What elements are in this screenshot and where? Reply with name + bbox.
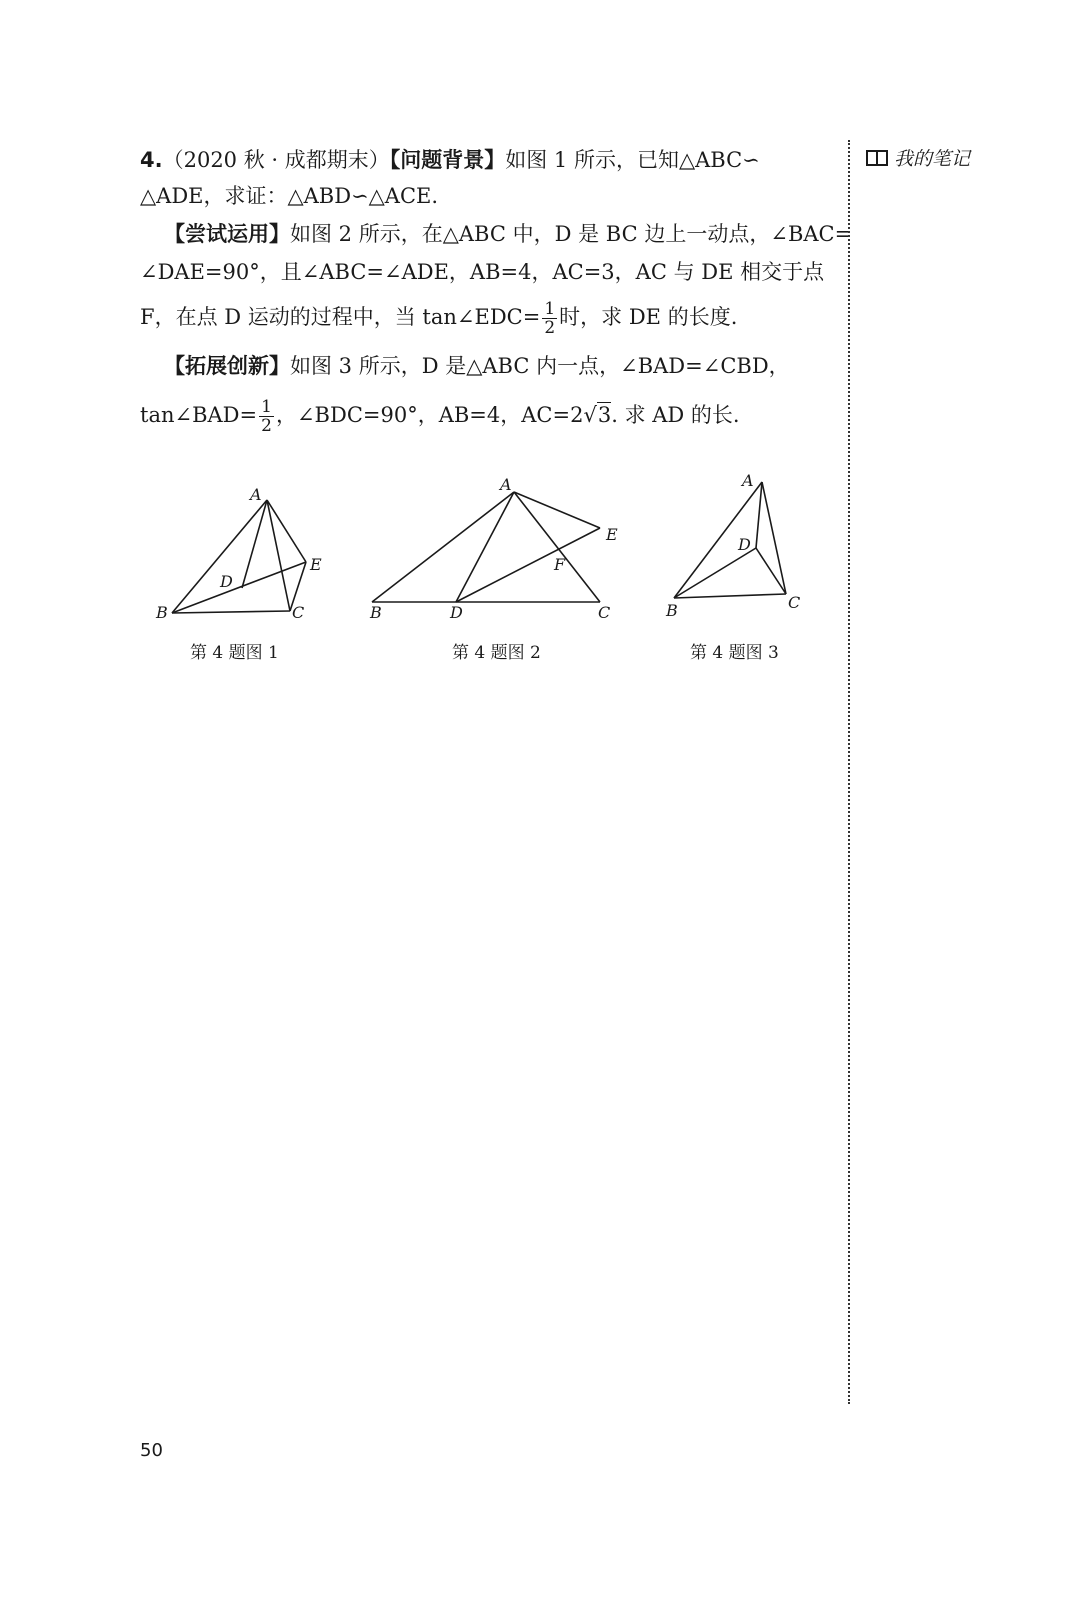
fig3-segment-ad: [756, 482, 762, 548]
fig3-label-c: C: [788, 593, 801, 612]
fig1-segment-ad: [242, 500, 267, 588]
problem-source: （2020 秋 · 成都期末）: [162, 148, 390, 172]
ext-line-2b: ，∠BDC=90°，AB=4，AC=2: [275, 403, 584, 427]
fig1-label-b: B: [156, 603, 168, 622]
problem-number: 4.: [140, 148, 163, 172]
figure-2-caption: 第 4 题图 2: [452, 643, 541, 663]
fig2-label-d: D: [450, 603, 463, 620]
fig3-label-d: D: [738, 535, 751, 554]
fig2-segment-ad: [456, 492, 514, 602]
ext-fraction: [259, 398, 274, 435]
problem-line-1: [140, 148, 840, 172]
problem-line-4: [140, 260, 840, 284]
problem-line-7: tan∠BAD= $\frac{1}{2}$ ，∠BDC=90°，AB=4，AC=2√3. 求 AD 的长.: [140, 397, 740, 436]
fig1-label-c: C: [292, 603, 305, 622]
fig1-segment-ab: [172, 500, 267, 613]
ext-sqrt-radicand: 3: [597, 403, 612, 427]
try-fraction-denominator: 2: [544, 318, 556, 338]
fig3-segment-bc: [674, 594, 786, 598]
notes-label: 我的笔记: [894, 148, 971, 170]
problem-line-6: [164, 354, 864, 378]
figure-3-caption: 第 4 题图 3: [690, 643, 779, 663]
figure-2: [360, 470, 640, 620]
background-text: 如图 1 所示，已知△ABC∽: [505, 148, 760, 172]
fig1-segment-ac: [267, 500, 290, 611]
problem-line-2: [140, 184, 840, 208]
fig1-label-d: D: [220, 572, 233, 591]
try-fraction: [542, 300, 557, 337]
ext-line-1: 如图 3 所示，D 是△ABC 内一点，∠BAD=∠CBD，: [290, 354, 790, 378]
ext-line-2a: tan∠BAD=: [140, 403, 258, 427]
ext-fraction-numerator: 1: [261, 397, 272, 417]
try-line-3a: F，在点 D 运动的过程中，当 tan∠EDC=: [140, 305, 541, 329]
section-try-title: 【尝试运用】: [164, 222, 290, 246]
fig2-segment-de: [456, 528, 600, 602]
notes-header: [866, 144, 970, 171]
fig2-label-c: C: [598, 603, 611, 620]
fig2-segment-ae: [514, 492, 600, 528]
background-text-2: △ADE，求证：△ABD∽△ACE.: [140, 184, 439, 208]
figure-3: [660, 466, 820, 616]
figure-1: [150, 480, 350, 630]
fig3-segment-ac: [762, 482, 786, 594]
ext-fraction-denominator: 2: [261, 416, 272, 436]
fig2-segment-ab: [372, 492, 514, 602]
notes-divider: [848, 140, 850, 1404]
fig3-label-b: B: [666, 601, 678, 616]
fig2-segment-ac: [514, 492, 600, 602]
section-background-title: 【问题背景】: [389, 148, 506, 172]
fig1-label-a: A: [250, 485, 262, 504]
fig3-segment-bd: [674, 548, 756, 598]
fig3-label-a: A: [742, 471, 754, 490]
page-number: 50: [140, 1440, 163, 1461]
ext-line-2c: . 求 AD 的长.: [611, 403, 740, 427]
section-ext-title: 【拓展创新】: [164, 354, 290, 378]
problem-line-3: [164, 222, 864, 246]
fig2-label-f: F: [554, 555, 566, 574]
try-line-2: ∠DAE=90°，且∠ABC=∠ADE，AB=4，AC=3，AC 与 DE 相交于点: [140, 260, 825, 284]
problem-line-5: [140, 300, 840, 337]
fig2-label-b: B: [370, 603, 382, 620]
try-line-1: 如图 2 所示，在△ABC 中，D 是 BC 边上一动点，∠BAC=: [290, 222, 853, 246]
try-line-3b: 时，求 DE 的长度.: [559, 305, 738, 329]
fig1-label-e: E: [310, 555, 322, 574]
fig2-label-a: A: [500, 475, 512, 494]
book-icon: [866, 150, 888, 166]
fig2-label-e: E: [606, 525, 618, 544]
figure-1-caption: 第 4 题图 1: [190, 643, 279, 663]
try-fraction-numerator: 1: [544, 299, 556, 319]
fig1-segment-bc: [172, 611, 290, 613]
